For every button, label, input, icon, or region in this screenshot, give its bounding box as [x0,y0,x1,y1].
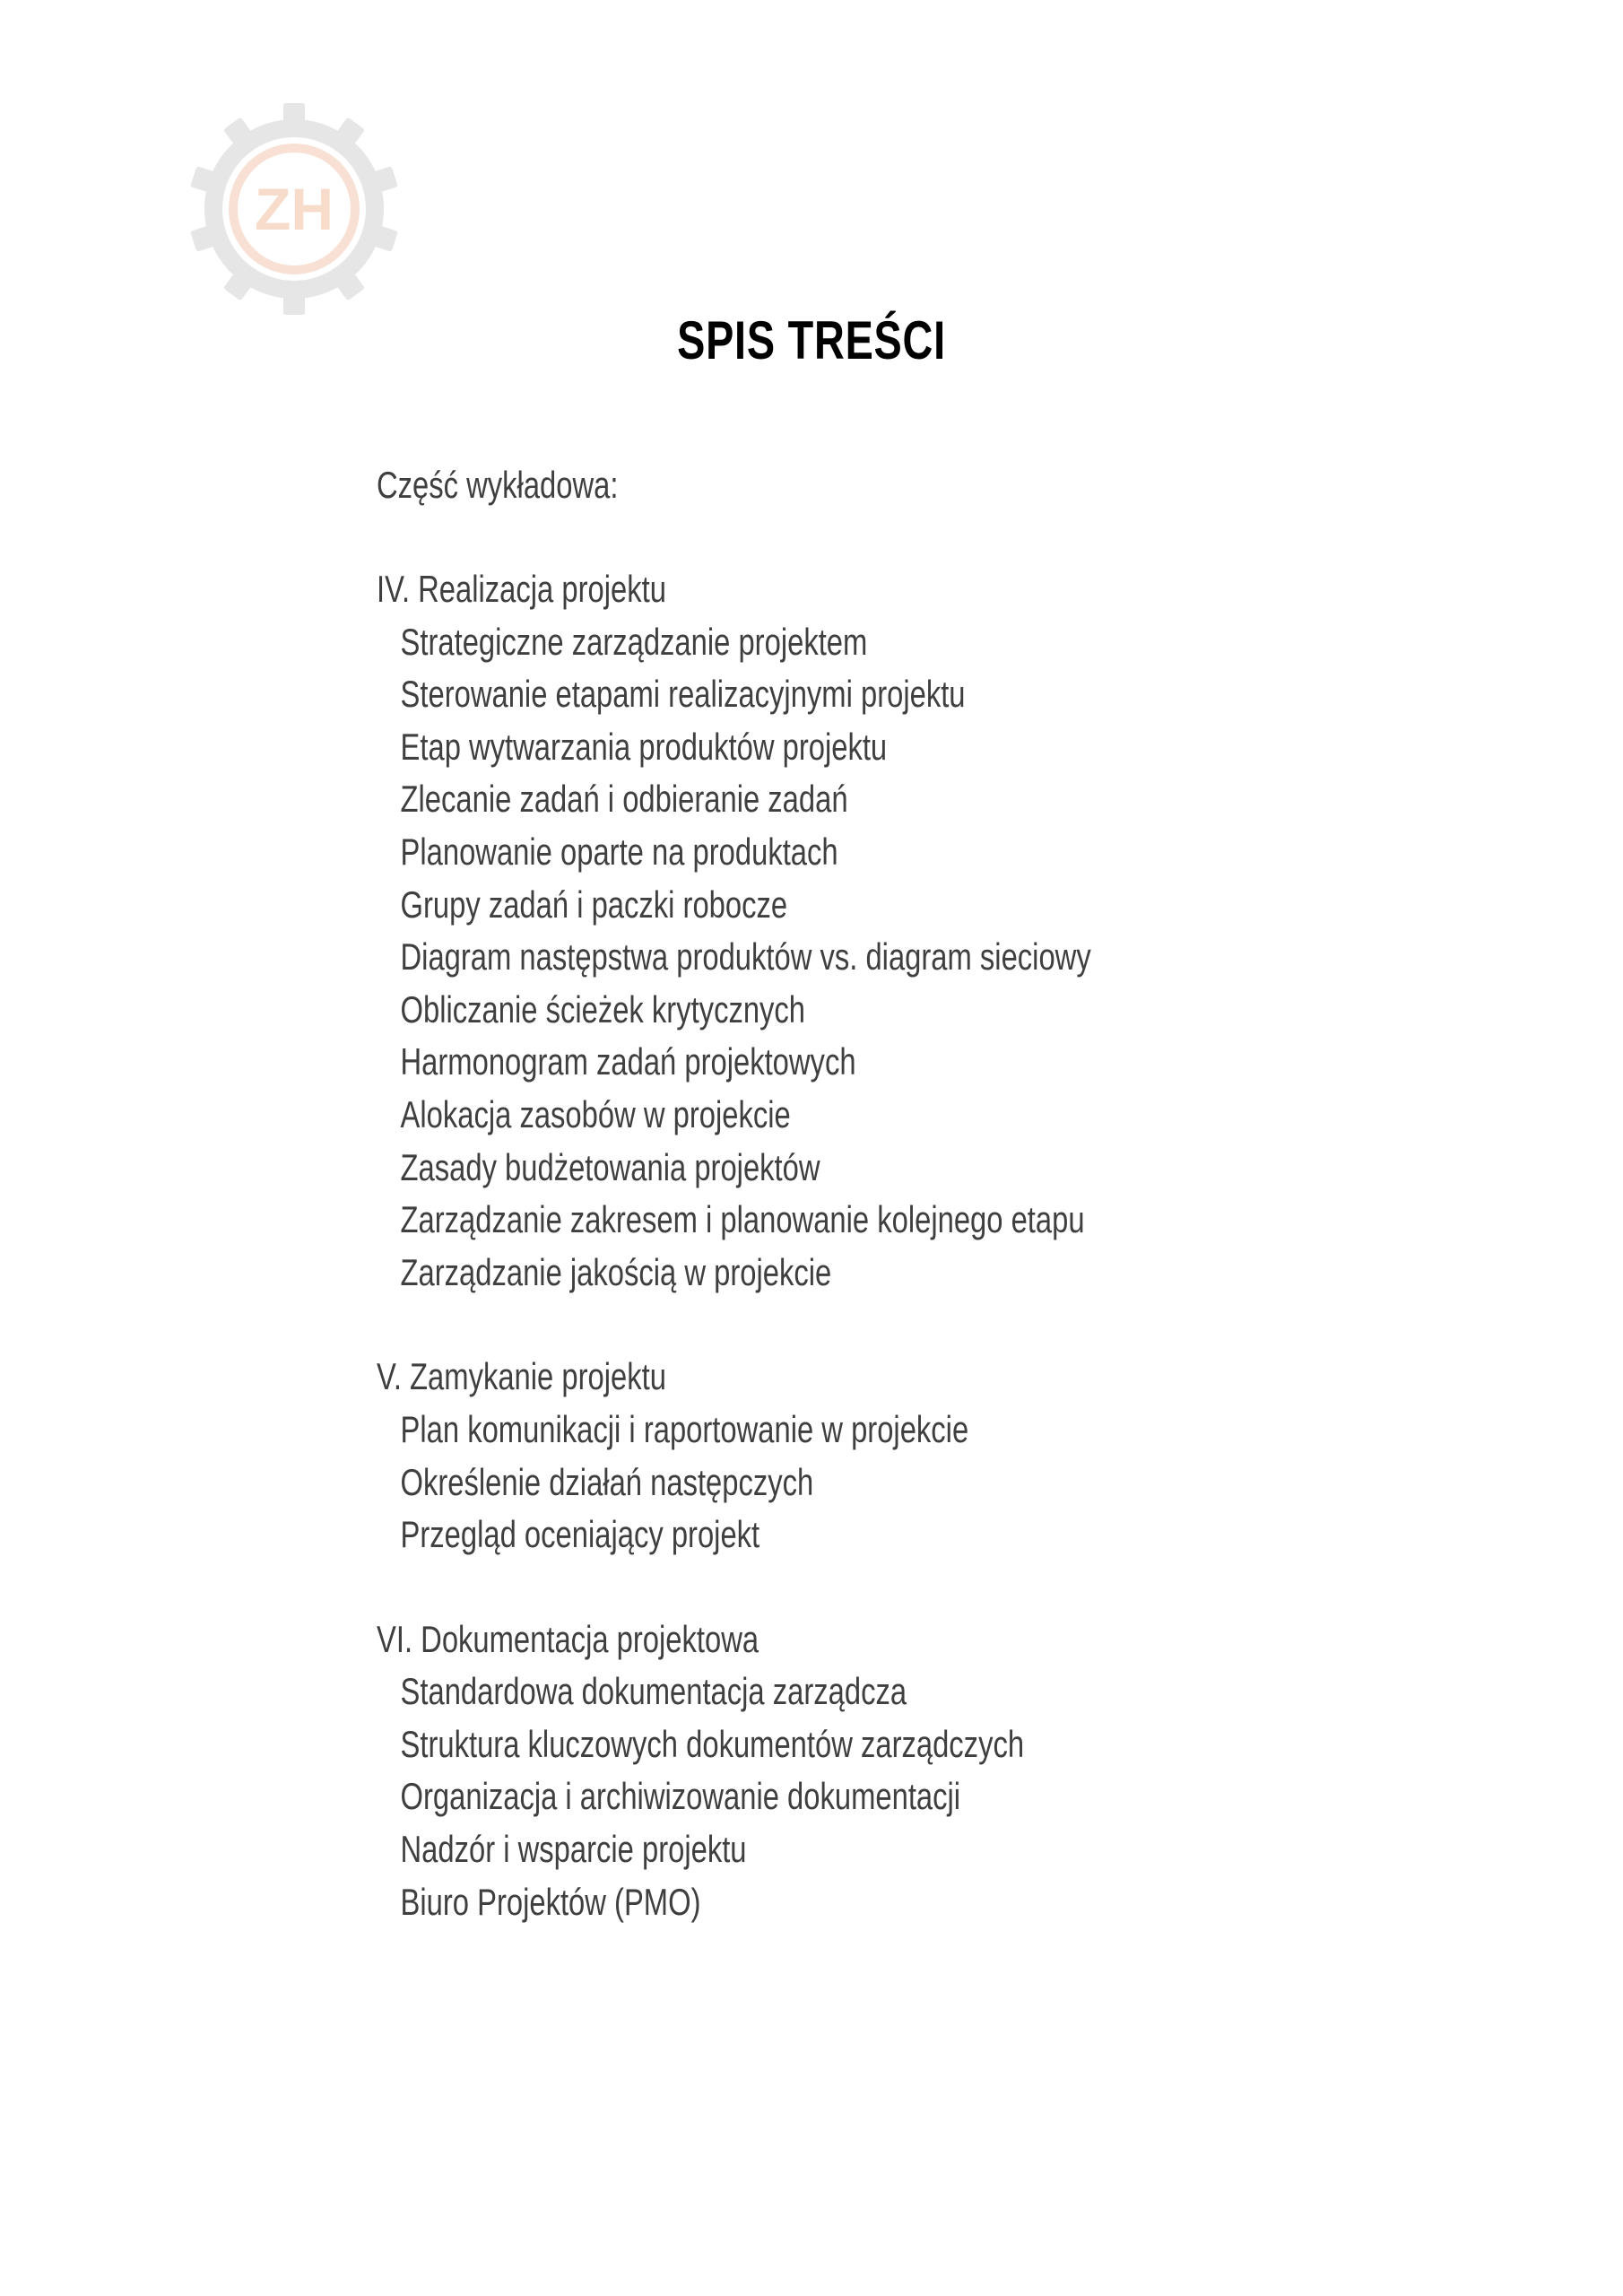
toc-item: Standardowa dokumentacja zarządcza [400,1670,907,1713]
toc-item: Biuro Projektów (PMO) [400,1880,701,1923]
toc-item: Strategiczne zarządzanie projektem [400,620,868,663]
toc-item: Struktura kluczowych dokumentów zarządczych [400,1722,1025,1765]
toc-item: Przegląd oceniający projekt [400,1513,760,1556]
toc-item: Plan komunikacji i raportowanie w projekcie [400,1407,969,1450]
toc-item: Obliczanie ścieżek krytycznych [400,987,806,1031]
section-heading: VI. Dokumentacja projektowa [377,1617,759,1660]
toc-item: Etap wytwarzania produktów projektu [400,725,888,768]
logo-letters: ZH [255,176,334,242]
toc-item: Zasady budżetowania projektów [400,1145,820,1188]
toc-item: Określenie działań następczych [400,1460,814,1503]
toc-item: Sterowanie etapami realizacyjnymi projektu [400,673,966,716]
zh-gear-logo [187,101,402,317]
toc-item: Zlecanie zadań i odbieranie zadań [400,778,848,821]
intro-label: Część wykładowa: [377,464,619,506]
toc-item: Nadzór i wsparcie projektu [400,1828,747,1871]
page-title: SPIS TREŚCI [677,310,946,370]
toc-item: Diagram następstwa produktów vs. diagram sieciowy [400,935,1091,978]
section-vi [377,1613,1542,1929]
toc-item: Zarządzanie jakością w projekcie [400,1250,832,1293]
toc-item: Zarządzanie zakresem i planowanie kolejnego etapu [400,1198,1085,1241]
table-of-contents [377,459,1542,1928]
section-v [377,1351,1542,1561]
toc-item: Harmonogram zadań projektowych [400,1040,856,1083]
section-heading: IV. Realizacja projektu [377,568,666,610]
section-heading: V. Zamykanie projektu [377,1355,666,1398]
gear-logo-icon [187,101,402,317]
toc-item: Grupy zadań i paczki robocze [400,883,788,926]
toc-item: Organizacja i archiwizowanie dokumentacji [400,1775,961,1818]
section-iv [377,563,1542,1299]
toc-item: Planowanie oparte na produktach [400,830,838,873]
toc-item: Alokacja zasobów w projekcie [400,1092,791,1135]
